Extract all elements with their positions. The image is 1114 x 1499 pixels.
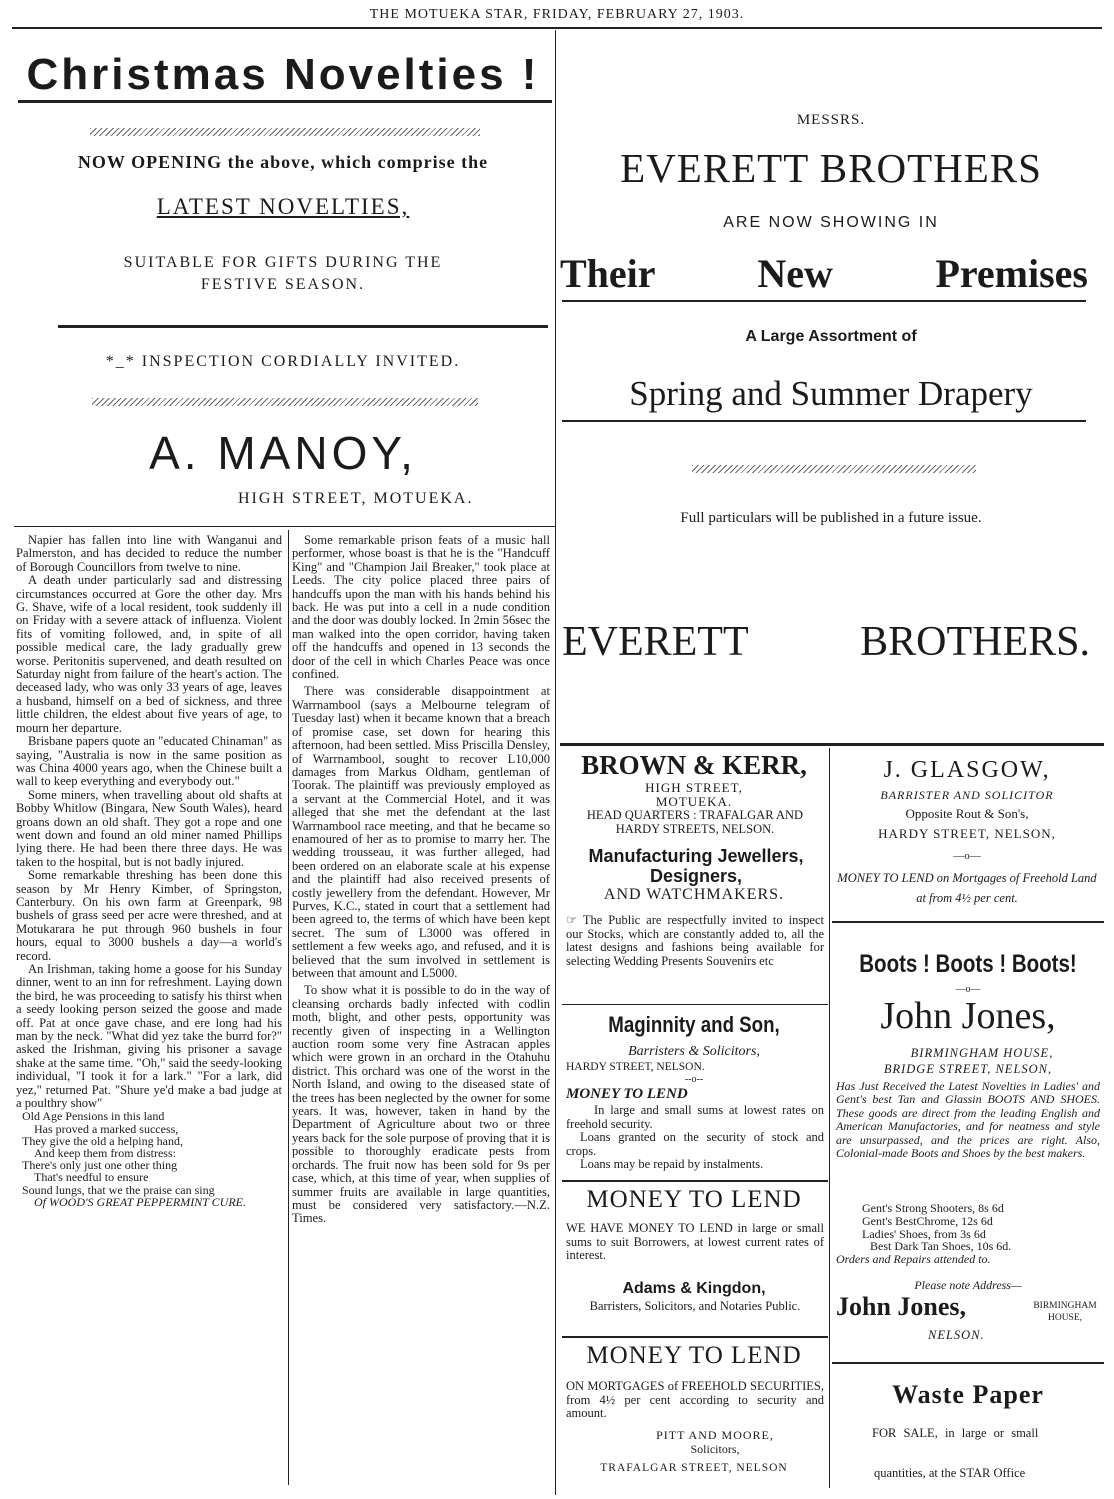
verse-line: That's needful to ensure (34, 1170, 149, 1185)
verse-line: Sound lungs, that we the praise can sing (22, 1182, 215, 1197)
glasgow-opposite: Opposite Rout & Son's, (905, 806, 1029, 821)
verse-line: They give the old a helping hand, (22, 1133, 183, 1148)
pitt-moore-name: PITT AND MOORE, (656, 1428, 774, 1442)
john-jones-price-list (862, 1202, 1100, 1253)
verse-block (16, 1110, 282, 1208)
divider-rule-1 (58, 325, 548, 328)
john-jones-note: Please note Address— (914, 1278, 1022, 1292)
maginnity-body (566, 1104, 824, 1172)
news-item: To show what it is possible to do in the way of cleansing orchards badly infected with codlin moth, blight, and other pests, opportunity was recently given of inspecting in a Wellington auction room some very fine Astracan apples which were grown in an orchard in the Otahuhu district. This orchard was one of the worst in the North Island, and owing to the diseased state of the trees has been neglected by the owner for some years. It was, however, taken in hand by the Department of Agriculture about two or three years back for the sole purpose of proving that it is possible to thoroughly eradicate pests from orchards. The fruit now has been sold for 9s per case, which, at this time of year, when supplies of summer fruits are available in large quantities, must be considered very satisfactory.—N.Z. Times. (292, 983, 550, 1226)
adams-kingdon-role: Barristers, Solicitors, and Notaries Public. (589, 1299, 801, 1313)
john-jones-orders: Orders and Repairs attended to. (836, 1252, 991, 1266)
ad-divider-4 (832, 921, 1104, 923)
news-column-2 (292, 534, 550, 1226)
headline-rule (18, 100, 552, 103)
news-item: Some remarkable threshing has been done this season by Mr Henry Kimber, of Springston, Canterbury. On his own farm at Greenpark, 98 bushels of grass seed per acre were threshed, and at Motukarara he put through 960 bushels in four hours, equal to 3000 bushels a day—a world's record. (16, 868, 282, 963)
pitt-moore-body: ON MORTGAGES of FREEHOLD SECURITIES, from 4½ per cent according to security and amount. (566, 1379, 824, 1420)
brown-kerr-street: HIGH STREET, (645, 780, 743, 795)
waste-paper-headline: Waste Paper (892, 1380, 1044, 1409)
news-item: Brisbane papers quote an "educated Chinaman" as saying, "Australia is now in the same position as was China 4000 years ago, when the Chinese built a wall to keep everything and everybody out." (16, 734, 282, 789)
column-rule-ads (829, 748, 830, 1488)
news-item: Some remarkable prison feats of a music hall performer, whose boast is that he is the "Handcuff King" and "Champion Jail Breaker," took place at Leeds. The city police placed three pairs of handcuffs upon the man with his hands behind his back. He was put into a cell in a nude condition and the door was doubly locked. In 2min 56sec the man walked into the open corridor, having taken off the handcuffs and opened in 13 seconds the door of the cell in which Charles Peace was once confined. (292, 533, 550, 682)
manoy-name: A. MANOY, (149, 427, 417, 479)
latest-novelties-text: LATEST NOVELTIES, (156, 194, 410, 219)
boots-headline: Boots ! Boots ! Boots! (859, 950, 1077, 978)
messrs-text: MESSRS. (796, 112, 866, 128)
masthead-rule (12, 27, 1102, 29)
adams-kingdon-body: WE HAVE MONEY TO LEND in large or small sums to suit Borrowers, at lowest current rates of interest. (566, 1221, 824, 1262)
everett-brothers-headline: EVERETT BROTHERS (620, 145, 1042, 191)
verse-line: There's only just one other thing (22, 1158, 178, 1173)
john-jones-separator: —o— (955, 984, 981, 995)
column-rule-main (555, 30, 556, 1495)
christmas-novelties-headline: Christmas Novelties ! (26, 50, 540, 99)
news-item: Some miners, when travelling about old shafts at Bobby Whitlow (Bingara, New South Wales), heard groans down an old shaft. They got a rope and one went down and found an old miner named Phillips lying there. He had been there three days. He was taken to the hospital, but is not badly injured. (16, 787, 282, 869)
john-jones-name-2: John Jones, (836, 1292, 967, 1321)
now-showing-text: ARE NOW SHOWING IN (723, 214, 939, 231)
ornament-rule-2 (92, 398, 478, 406)
maginnity-money-to-lend: MONEY TO LEND (566, 1086, 688, 1102)
john-jones-nelson: NELSON. (928, 1328, 985, 1342)
inspection-invited-text: *_* INSPECTION CORDIALLY INVITED. (105, 353, 461, 370)
john-jones-house: BIRMINGHAM HOUSE, (910, 1046, 1054, 1060)
maginnity-name: Maginnity and Son, (608, 1012, 780, 1037)
ornament-rule-3 (692, 465, 976, 473)
maginnity-body-line: In large and small sums at lowest rates on freehold security. (566, 1103, 824, 1131)
glasgow-money-to-lend: MONEY TO LEND on Mortgages of Freehold Land at from 4½ per cent. (837, 871, 1097, 905)
glasgow-name: J. GLASGOW, (883, 757, 1051, 783)
price-item: Best Dark Tan Shoes, 10s 6d. (870, 1239, 1012, 1254)
news-item: A death under particularly sad and distressing circumstances occurred at Gore the other day. Mrs G. Shave, wife of a local resident, took suddenly ill on Friday with a severe attack of influenza. Violent fits of vomiting followed, and, in spite of all possible medical care, the lady gradually grew worse. Peritonitis supervened, and death resulted on Saturday night from failure of the heart's action. The deceased lady, who was only 33 years of age, leaves a husband, himself on a bed of sickness, and three little children, the eldest about five years of age, to mourn her departure. (16, 573, 282, 735)
news-item: Napier has fallen into line with Wanganui and Palmerston, and has decided to reduce the number of Borough Councillors from twelve to nine. (16, 533, 282, 574)
masthead: THE MOTUEKA STAR, FRIDAY, FEBRUARY 27, 1903. (369, 7, 745, 22)
john-jones-street: BRIDGE STREET, NELSON, (883, 1062, 1053, 1076)
ads-top-rule (560, 743, 1104, 746)
new-premises-text: Their New Premises (560, 251, 1088, 296)
verse-line: Has proved a marked success, (34, 1121, 179, 1136)
adams-money-to-lend-headline: MONEY TO LEND (586, 1186, 802, 1213)
john-jones-body: Has Just Received the Latest Novelties in Ladies' and Gent's best Tan and Glassin BOOTS AND SHOES. These goods are direct from the leading English and American Manufactories, and for neatness and style are unsurpassed, and the prices are right. Also, Colonial-made Boots and Shoes by the best makers. (836, 1079, 1100, 1161)
maginnity-body-line: Loans may be repaid by instalments. (580, 1157, 764, 1171)
price-item: Gent's BestChrome, 12s 6d (862, 1213, 993, 1228)
brown-kerr-watchmakers: AND WATCHMAKERS. (603, 886, 785, 903)
pitt-money-to-lend-headline: MONEY TO LEND (586, 1342, 802, 1369)
verse-line: Old Age Pensions in this land (22, 1109, 165, 1124)
news-top-rule (14, 526, 555, 527)
now-opening-text: NOW OPENING the above, which comprise the (77, 152, 489, 172)
maginnity-address: HARDY STREET, NELSON. (566, 1061, 705, 1073)
glasgow-role: BARRISTER AND SOLICITOR (880, 788, 1054, 802)
maginnity-body-line: Loans granted on the security of stock and crops. (566, 1130, 824, 1158)
spring-summer-drapery-headline: Spring and Summer Drapery (629, 374, 1033, 413)
ad-divider-3 (562, 1336, 828, 1338)
manoy-address: HIGH STREET, MOTUEKA. (238, 490, 474, 507)
verse-line: Of WOOD'S GREAT PEPPERMINT CURE. (34, 1194, 246, 1209)
brown-kerr-name: BROWN & KERR, (581, 750, 807, 780)
brown-kerr-body: ☞ The Public are respectfully invited to inspect our Stocks, which are constantly added to, all the latest designs and fashions being available for selecting Wedding Presents Souvenirs etc (566, 913, 824, 968)
news-column-1 (16, 534, 282, 1208)
full-particulars-text: Full particulars will be published in a future issue. (680, 510, 982, 526)
waste-paper-line-2: quantities, at the STAR Office (874, 1466, 1026, 1480)
pitt-moore-role: Solicitors, (690, 1442, 740, 1456)
pitt-moore-address: TRAFALGAR STREET, NELSON (600, 1462, 788, 1474)
verse-line: And keep them from distress: (34, 1146, 176, 1161)
ad-divider-2 (562, 1180, 828, 1182)
everett-footer-text: EVERETT BROTHERS. (562, 619, 1090, 665)
column-rule-news (288, 530, 289, 1485)
price-item: Gent's Strong Shooters, 8s 6d (862, 1201, 1004, 1215)
brown-kerr-town: MOTUEKA. (655, 794, 733, 809)
price-item: Ladies' Shoes, from 3s 6d (862, 1226, 986, 1241)
ad-divider-5 (832, 1362, 1104, 1364)
ornament-rule-1 (90, 128, 480, 136)
news-item: An Irishman, taking home a goose for his Sunday dinner, went to an inn for refreshment. Laying down the bird, he was proceeding to satisfy his thirst when a seedy looking person seized the goose and made off. Pat at once gave chase, and ere long had his man by the neck. "What did yez take the burrd for?" asked the Irishman, giving his prisoner a savage shake at the same time. "Oh," said the seedy-looking individual, "I took it for a lark." "For a lark, did yez," returned Pat. "Shure ye'd make a bad judge at a poulthry show" (16, 962, 282, 1111)
maginnity-role: Barristers & Solicitors, (628, 1044, 760, 1059)
suitable-gifts-text: SUITABLE FOR GIFTS DURING THE FESTIVE SEASON. (123, 254, 443, 293)
brown-kerr-headquarters: HEAD QUARTERS : TRAFALGAR AND HARDY STREETS, NELSON. (586, 808, 804, 836)
premises-rule (562, 300, 1086, 302)
ad-divider-1 (562, 1004, 828, 1005)
john-jones-name: John Jones, (880, 995, 1056, 1037)
maginnity-separator: --o-- (684, 1074, 704, 1085)
john-jones-house-2: BIRMINGHAM HOUSE, (1033, 1301, 1097, 1323)
adams-kingdon-name: Adams & Kingdon, (622, 1280, 766, 1297)
everett-brothers-footer (562, 618, 1090, 666)
news-item: There was considerable disappointment at Warrnambool (says a Melbourne telegram of Tuesday last) when it became known that a breach of promise case, set down for hearing this afternoon, had been settled. Miss Priscilla Densley, of Warrnambool, sought to recover L10,000 damages from Markus Oldham, gentleman of Toorak. The plaintiff was previously employed as a servant at the Commercial Hotel, and it was alleged that she met the defendant at the last Warrnambool race meeting, and that he became so enamoured of her as to promise to marry her. The wedding trousseau, it was further alleged, had been ordered on an elaborate scale at his expense and the plaintiff had also received presents of costly jewellery from the defendant. However, Mr Purves, K.C., stated in court that a settlement had been agreed to, the terms of which have been kept secret. The sum of L3000 was offered in settlement a few weeks ago, and refused, and it is believed that the sum involved in settlement is between that amount and L5000. (292, 684, 550, 980)
drapery-rule (562, 420, 1086, 422)
glasgow-separator: —o— (953, 850, 981, 862)
new-premises-headline (560, 250, 1088, 297)
large-assortment-text: A Large Assortment of (745, 328, 917, 345)
waste-paper-line-1: FOR SALE, in large or small (872, 1426, 1039, 1440)
brown-kerr-trade: Manufacturing Jewellers, Designers, (588, 846, 804, 886)
glasgow-address: HARDY STREET, NELSON, (878, 826, 1056, 841)
